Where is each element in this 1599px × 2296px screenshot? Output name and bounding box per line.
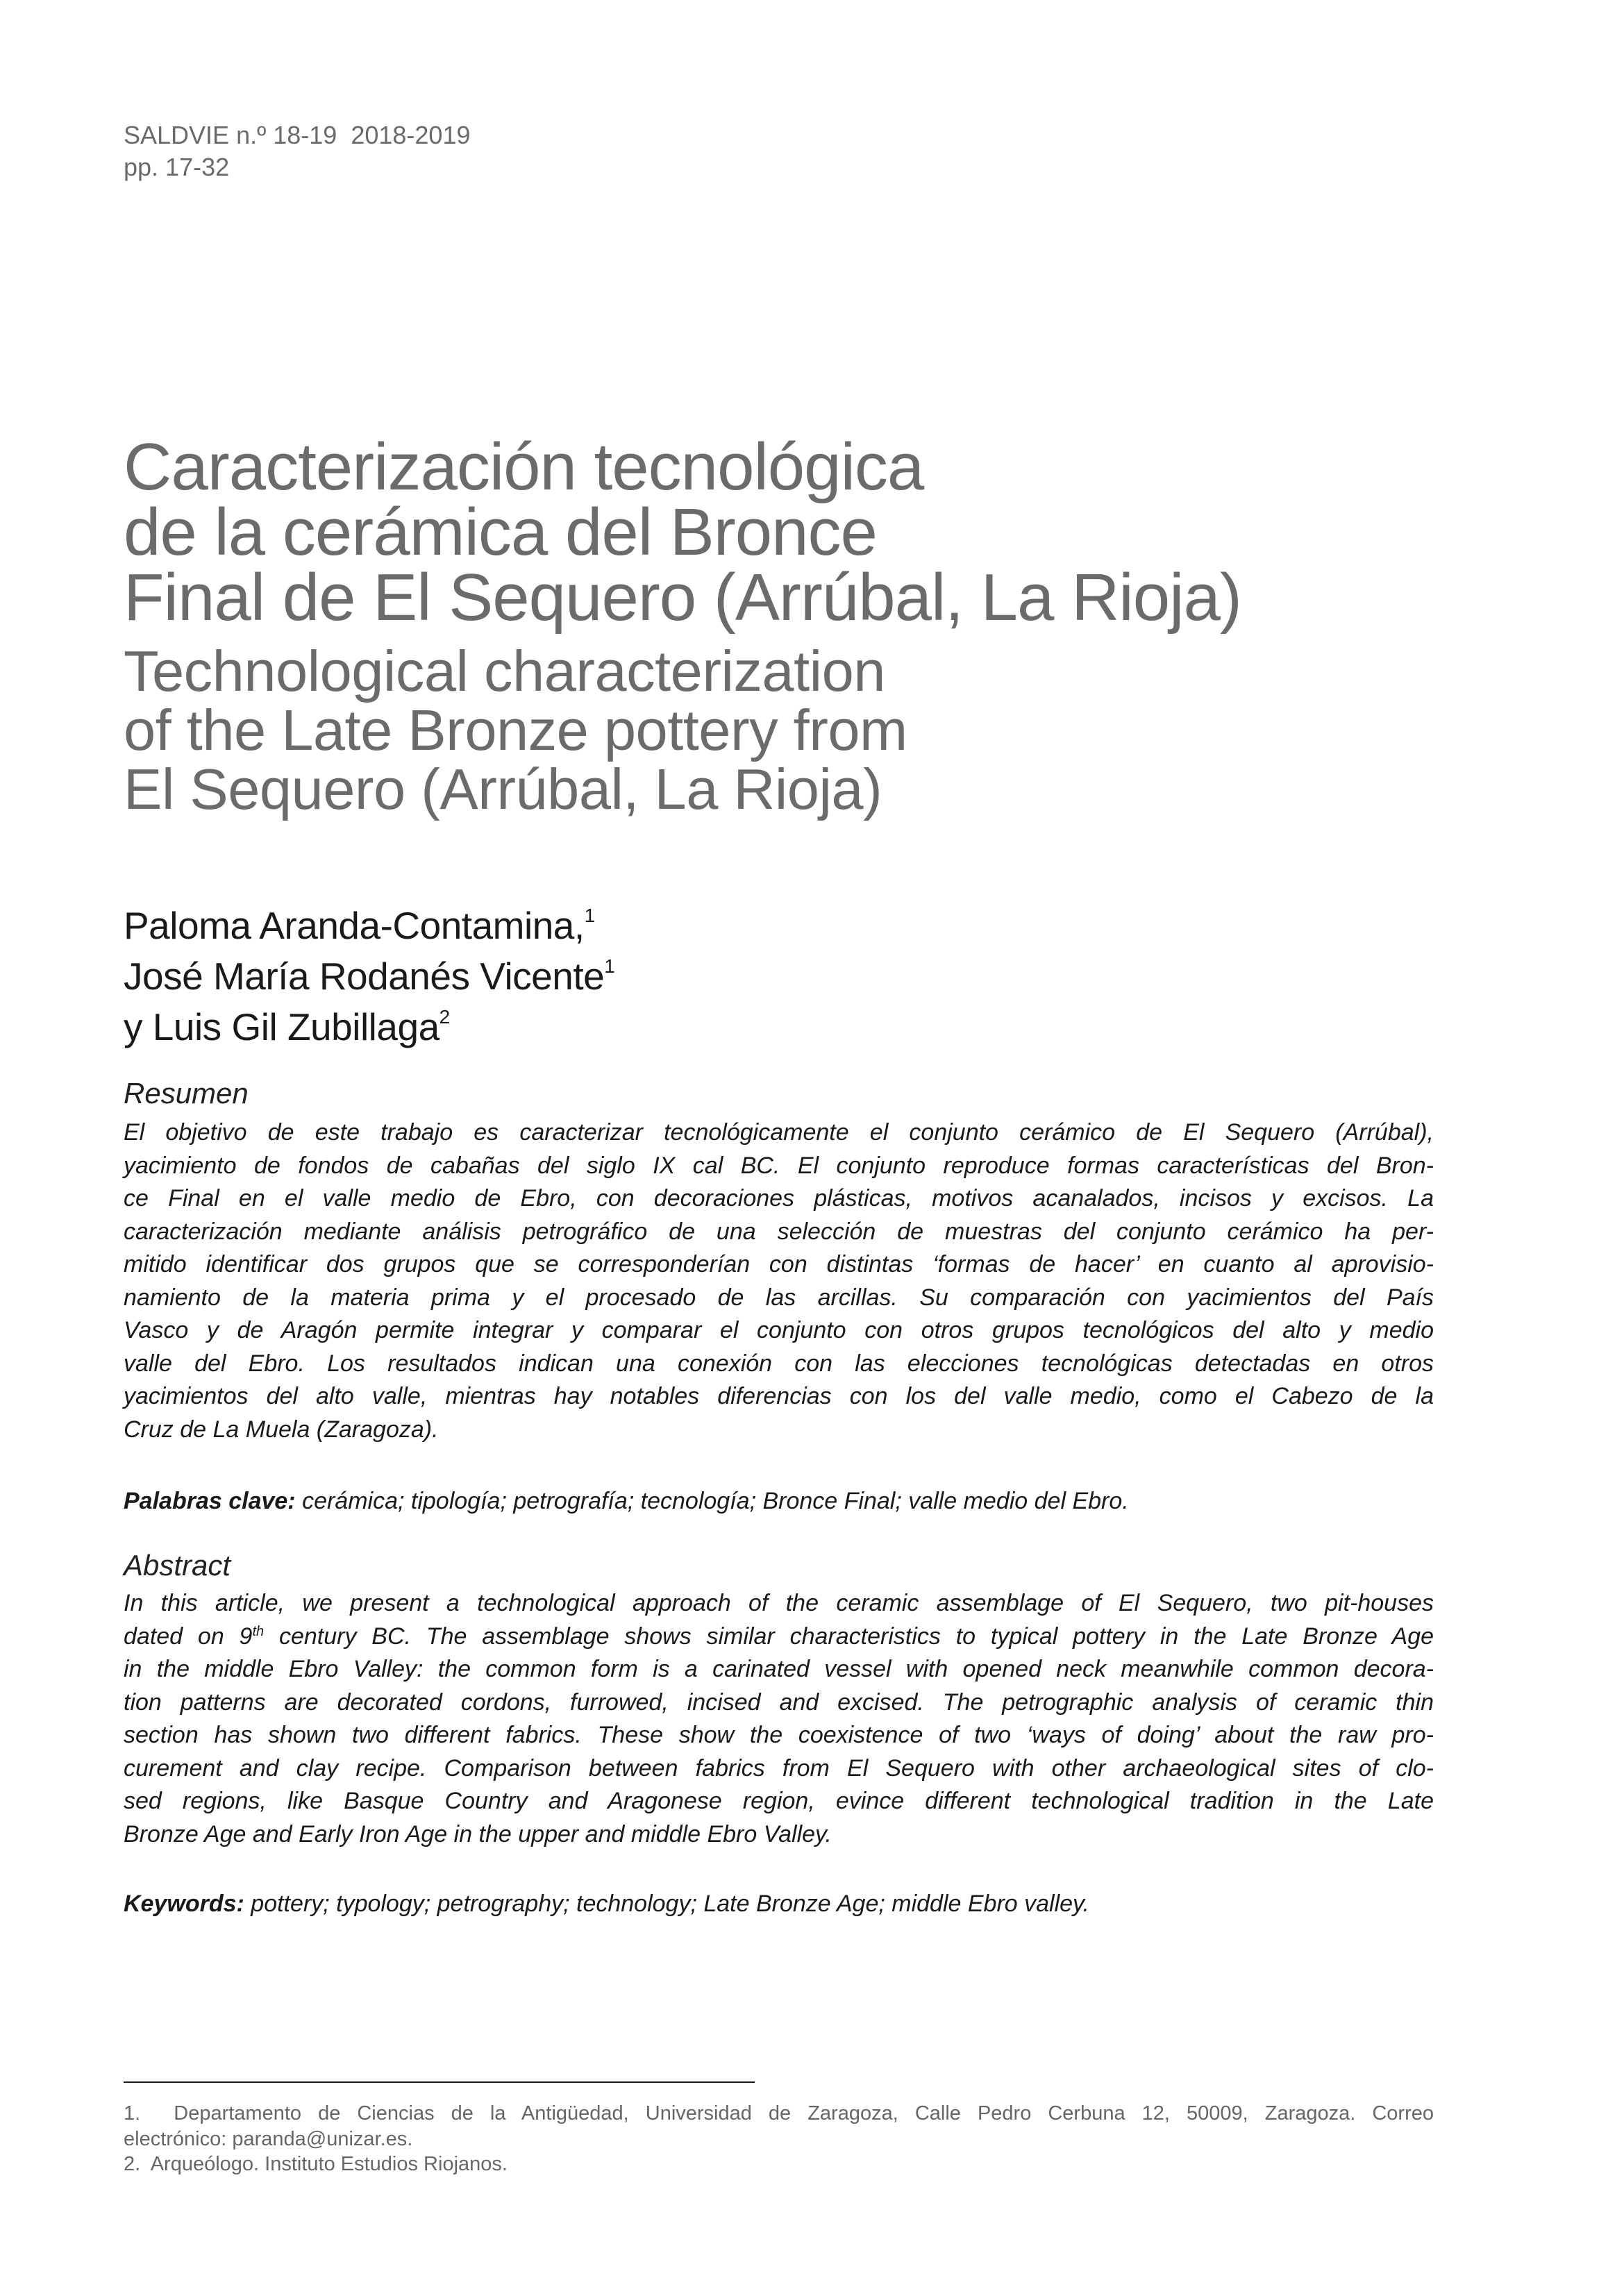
resumen-heading: Resumen [124,1077,249,1109]
palabras-clave-list: cerámica; tipología; petrografía; tecnología; Bronce Final; valle medio del Ebro. [302,1488,1129,1514]
author-name: y Luis Gil Zubillaga [124,1005,439,1048]
resumen-paragraph [124,1116,1434,1446]
abstract-paragraph [124,1587,1434,1851]
text-line: In this article, we present a technological approach of the ceramic assemblage of El Sequero, two pit-houses [124,1590,1434,1616]
title-es-line: Caracterización tecnológica [124,430,924,504]
text-line: Cruz de La Muela (Zaragoza). [124,1416,439,1443]
journal-pages: pp. 17-32 [124,153,230,181]
title-es-line: de la cerámica del Bronce [124,495,877,569]
text-span: century BC. The assemblage shows similar characteristics to typical pottery in the Late Bronze Age [264,1623,1434,1650]
text-span: dated on 9 [124,1623,253,1650]
palabras-clave [124,1485,1129,1518]
author [124,900,614,951]
footnote-number: 1. [124,2102,141,2125]
text-line: sed regions, like Basque Country and Aragonese region, evince different technological tradition in the Late [124,1788,1434,1814]
author-name: José María Rodanés Vicente [124,955,605,998]
text-line: Vasco y de Aragón permite integrar y comparar el conjunto con otros grupos tecnológicos del alto y medio [124,1317,1434,1343]
footnote-1-line-1 [124,2101,1434,2127]
author [124,1002,614,1053]
text-line: caracterización mediante análisis petrográfico de una selección de muestras del conjunto cerámico ha per- [124,1218,1434,1245]
ordinal-suffix: th [252,1623,265,1639]
author-list [124,900,614,1053]
text-line: tion patterns are decorated cordons, furrowed, incised and excised. The petrographic analysis of ceramic thin [124,1689,1434,1716]
keywords-label: Keywords: [124,1891,244,1917]
footnotes [124,2101,1434,2177]
title-es-line: Final de El Sequero (Arrúbal, La Rioja) [124,560,1241,635]
text-line: namiento de la materia prima y el procesado de las arcillas. Su comparación con yacimientos del País [124,1284,1434,1311]
footnote-2 [124,2152,1434,2177]
text-line: ce Final en el valle medio de Ebro, con decoraciones plásticas, motivos acanalados, incisos y excisos. La [124,1185,1434,1212]
author-name: Paloma Aranda-Contamina, [124,904,585,947]
text-line [124,1620,1434,1654]
title-en-line: El Sequero (Arrúbal, La Rioja) [124,757,882,821]
text-line: yacimiento de fondos de cabañas del siglo IX cal BC. El conjunto reproduce formas características del Bron- [124,1152,1434,1179]
footnote-1-line-2[interactable]: electrónico: paranda@unizar.es. [124,2127,413,2150]
abstract-heading: Abstract [124,1549,231,1582]
footnote-divider [124,2081,755,2083]
text-line: yacimientos del alto valle, mientras hay notables diferencias con los del valle medio, como el Cabezo de la [124,1383,1434,1409]
journal-issue: SALDVIE n.º 18-19 2018-2019 [124,121,471,149]
footnote-number: 2. [124,2153,141,2175]
text-line: section has shown two different fabrics. These show the coexistence of two ‘ways of doing’ about the raw pro- [124,1722,1434,1748]
article-title-spanish [124,430,1241,635]
text-line: Bronze Age and Early Iron Age in the upper and middle Ebro Valley. [124,1820,832,1847]
text-line: in the middle Ebro Valley: the common form is a carinated vessel with opened neck meanwhile common decora- [124,1656,1434,1682]
palabras-clave-label: Palabras clave: [124,1488,296,1514]
footnote-text: Arqueólogo. Instituto Estudios Riojanos. [150,2153,508,2175]
text-line: mitido identificar dos grupos que se corresponderían con distintas ‘formas de hacer’ en cuanto al aprovisio- [124,1251,1434,1277]
text-line: valle del Ebro. Los resultados indican una conexión con las elecciones tecnológicas detectadas en otros [124,1350,1434,1377]
title-en-line: of the Late Bronze pottery from [124,698,907,762]
title-en-line: Technological characterization [124,639,885,703]
keywords [124,1888,1089,1921]
article-title-english [124,639,907,821]
journal-header [124,119,470,183]
affiliation-ref[interactable]: 1 [584,905,595,926]
text-line: curement and clay recipe. Comparison between fabrics from El Sequero with other archaeological sites of clo- [124,1754,1434,1782]
author [124,951,614,1002]
keywords-list: pottery; typology; petrography; technology; Late Bronze Age; middle Ebro valley. [251,1891,1089,1917]
text-line: El objetivo de este trabajo es caracterizar tecnológicamente el conjunto cerámico de El Sequero (Arrúbal), [124,1119,1434,1146]
affiliation-ref[interactable]: 1 [604,955,615,977]
footnote-text: Departamento de Ciencias de la Antigüedad, Universidad de Zaragoza, Calle Pedro Cerbuna 12, 50009, Zaragoza. Correo [174,2102,1434,2125]
affiliation-ref[interactable]: 2 [439,1006,450,1028]
